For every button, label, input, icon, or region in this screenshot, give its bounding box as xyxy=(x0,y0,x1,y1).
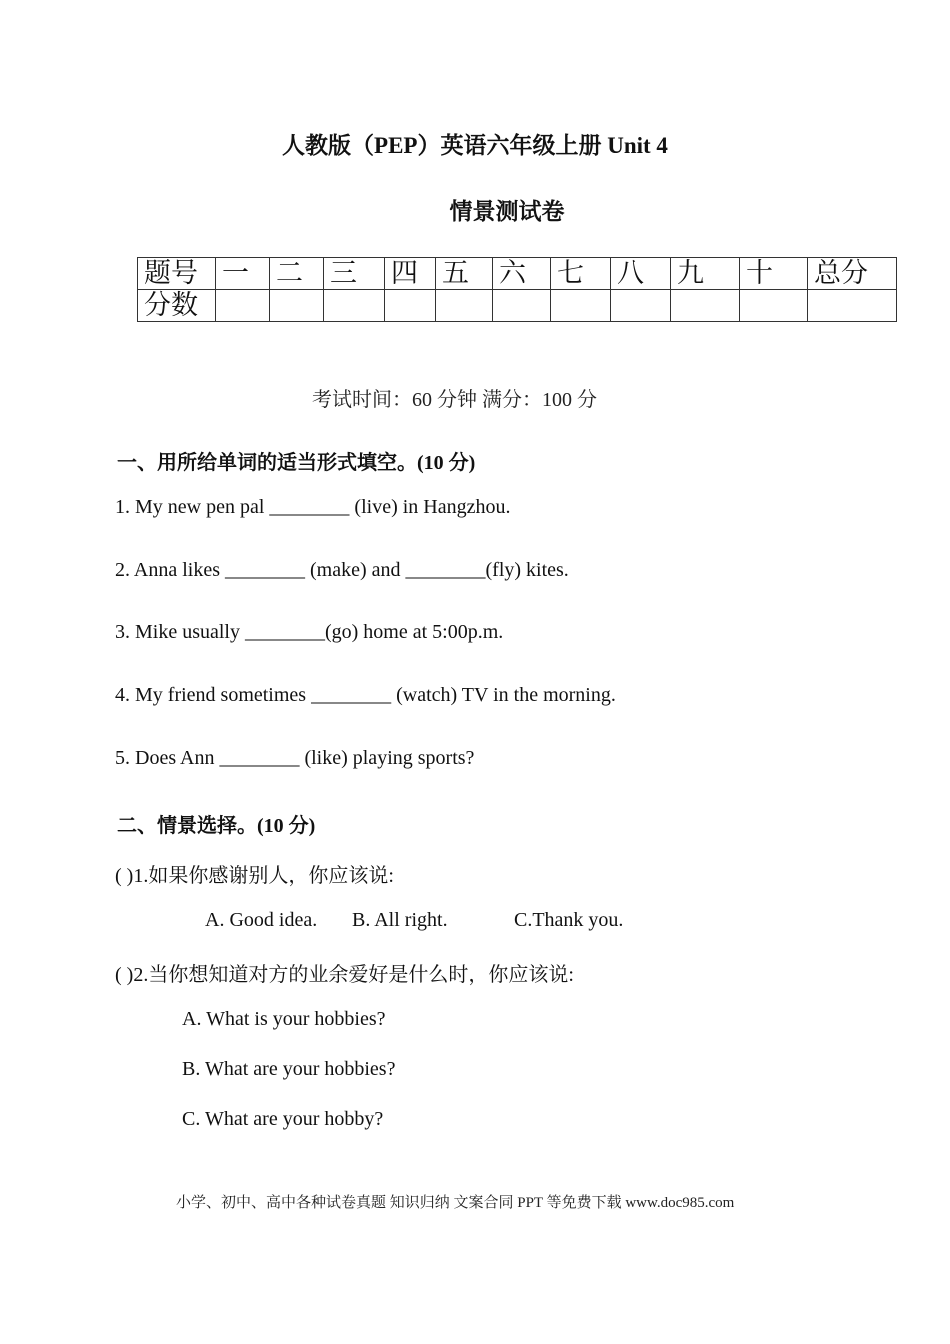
option-a-letter: A. xyxy=(182,1008,202,1030)
page-title: 人教版（PEP）英语六年级上册 Unit 4 xyxy=(282,133,668,158)
question-4: 4. My friend sometimes ________ (watch) TV in the morning. xyxy=(115,684,616,706)
question-3: 3. Mike usually ________(go) home at 5:00p.m. xyxy=(115,621,504,643)
option-b: B. What are your hobbies? xyxy=(182,1058,396,1080)
option-a: A. Good idea. xyxy=(205,909,318,931)
score-table-cell: 八 xyxy=(611,258,671,290)
option-b: B. All right. xyxy=(352,909,448,931)
score-input-cell[interactable] xyxy=(611,290,671,322)
score-input-cell[interactable] xyxy=(436,290,493,322)
option-a-text: What is your hobbies? xyxy=(201,1008,386,1030)
option-c: C.Thank you. xyxy=(514,909,624,931)
score-table-cell: 七 xyxy=(551,258,611,290)
question-5: 5. Does Ann ________ (like) playing sports? xyxy=(115,747,475,769)
score-table-cell: 一 xyxy=(216,258,270,290)
exam-info: 考试时间：60 分钟 满分：100 分 xyxy=(312,389,597,411)
score-table-cell: 分数 xyxy=(138,290,216,322)
score-input-cell[interactable] xyxy=(385,290,436,322)
question-1: 1. My new pen pal ________ (live) in Hangzhou. xyxy=(115,496,511,518)
score-input-cell[interactable] xyxy=(324,290,385,322)
score-table xyxy=(137,257,897,322)
score-input-cell[interactable] xyxy=(671,290,740,322)
score-table-cell: 四 xyxy=(385,258,436,290)
score-input-cell[interactable] xyxy=(551,290,611,322)
score-table-score-row xyxy=(138,290,897,322)
score-input-cell[interactable] xyxy=(270,290,324,322)
score-input-cell[interactable] xyxy=(493,290,551,322)
score-table-cell: 二 xyxy=(270,258,324,290)
choice-question-1: ( )1.如果你感谢别人，你应该说: xyxy=(115,865,394,887)
section-heading: 一、用所给单词的适当形式填空。(10 分) xyxy=(117,452,476,474)
footer-text: 小学、初中、高中各种试卷真题 知识归纳 文案合同 PPT 等免费下载 www.doc985.com xyxy=(176,1195,735,1211)
option-a xyxy=(182,1008,386,1031)
score-table-cell: 九 xyxy=(671,258,740,290)
score-table-header-row xyxy=(138,258,897,290)
score-input-cell[interactable] xyxy=(216,290,270,322)
score-input-cell[interactable] xyxy=(740,290,808,322)
score-table-cell: 六 xyxy=(493,258,551,290)
choice-question-2: ( )2.当你想知道对方的业余爱好是什么时，你应该说: xyxy=(115,964,574,986)
score-table-cell: 十 xyxy=(740,258,808,290)
score-table-cell: 五 xyxy=(436,258,493,290)
score-table-cell: 三 xyxy=(324,258,385,290)
score-table-cell: 总分 xyxy=(808,258,897,290)
score-table-cell: 题号 xyxy=(138,258,216,290)
page-subtitle: 情景测试卷 xyxy=(449,199,565,224)
option-c: C. What are your hobby? xyxy=(182,1108,384,1130)
section-heading: 二、情景选择。(10 分) xyxy=(117,815,316,837)
question-2: 2. Anna likes ________ (make) and ________(fly) kites. xyxy=(115,559,569,581)
score-input-cell[interactable] xyxy=(808,290,897,322)
